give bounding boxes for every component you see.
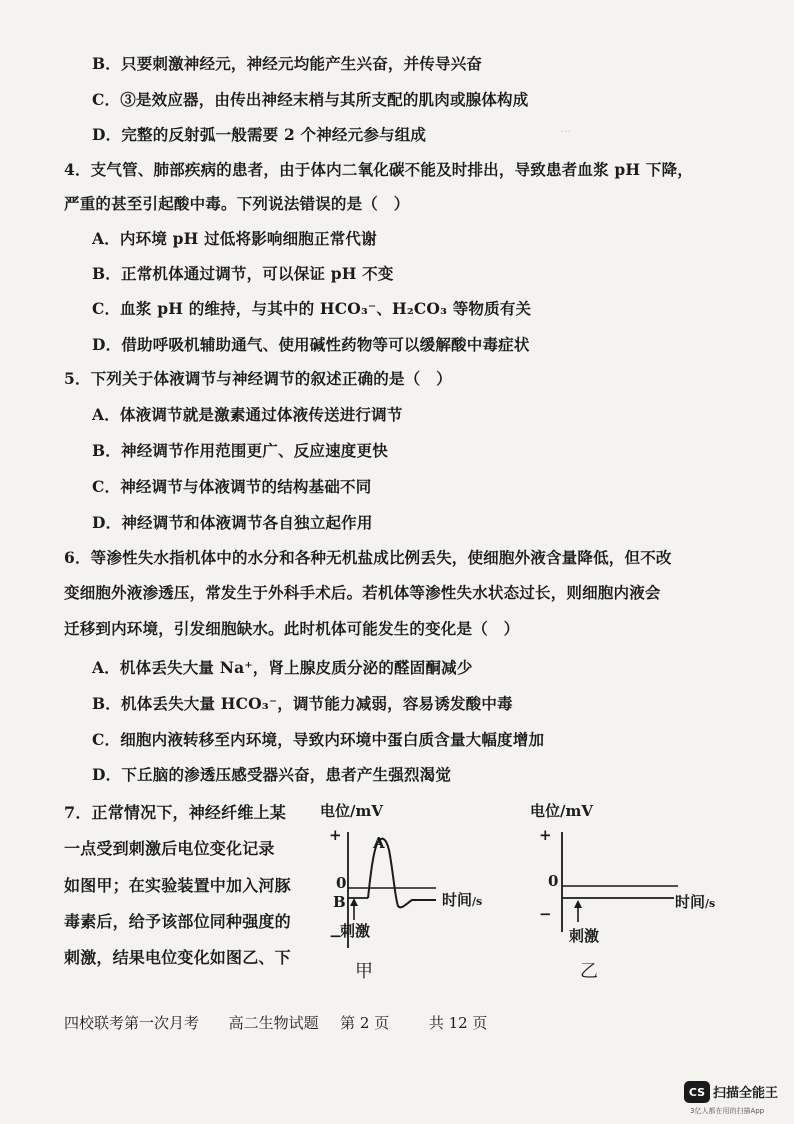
footer-total: 共 12 页 xyxy=(428,1014,488,1032)
q5-option-d: D．神经调节和体液调节各自独立起作用 xyxy=(92,513,373,532)
q5-option-c: C．神经调节与体液调节的结构基础不同 xyxy=(92,477,372,496)
camscanner-logo-icon: CS xyxy=(684,1081,710,1103)
graph-yi xyxy=(552,820,692,944)
q4-option-a: A．内环境 pH 过低将影响细胞正常代谢 xyxy=(92,229,377,248)
q5-stem: 5．下列关于体液调节与神经调节的叙述正确的是（ ） xyxy=(64,369,452,388)
q4-stem-line2: 严重的甚至引起酸中毒。下列说法错误的是（ ） xyxy=(64,194,410,213)
graph-jia-action-potential-curve xyxy=(368,839,436,908)
graph-yi-caption: 乙 xyxy=(580,961,598,982)
q6-stem-line3: 迁移到内环境，引发细胞缺水。此时机体可能发生的变化是（ ） xyxy=(64,619,520,638)
graph-yi-arrow-head xyxy=(574,900,582,908)
camscanner-tagline: 3亿人都在用的扫描App xyxy=(690,1107,765,1115)
graph-jia-arrow-head xyxy=(350,898,358,906)
footer-exam: 四校联考第一次月考 xyxy=(64,1014,200,1032)
graph-yi-plus: + xyxy=(539,826,552,844)
q7-line4: 毒素后，给予该部位同种强度的 xyxy=(64,912,291,931)
q7-line1: 7．正常情况下，神经纤维上某 xyxy=(64,803,286,822)
q6-option-c: C．细胞内液转移至内环境，导致内环境中蛋白质含量大幅度增加 xyxy=(92,730,545,749)
graph-jia xyxy=(340,820,483,954)
q7-line3: 如图甲；在实验装置中加入河豚 xyxy=(64,876,291,895)
q6-option-d: D．下丘脑的渗透压感受器兴奋，患者产生强烈渴觉 xyxy=(92,765,452,784)
bleed-through: … xyxy=(560,122,571,135)
graph-jia-ylabel: 电位/mV xyxy=(320,802,383,820)
graph-yi-minus: − xyxy=(539,905,552,923)
graph-yi-ylabel: 电位/mV xyxy=(530,802,593,820)
q6-stem-line2: 变细胞外液渗透压，常发生于外科手术后。若机体等渗性失水状态过长，则细胞内液会 xyxy=(64,583,661,602)
q6-option-a: A．机体丢失大量 Na⁺，肾上腺皮质分泌的醛固酮减少 xyxy=(92,658,473,677)
q3-option-b: B．只要刺激神经元，神经元均能产生兴奋，并传导兴奋 xyxy=(92,54,483,73)
q4-option-b: B．正常机体通过调节，可以保证 pH 不变 xyxy=(92,264,394,283)
page-footer xyxy=(64,1012,487,1033)
footer-subject: 高二生物试题 xyxy=(228,1014,319,1032)
q3-option-d: D．完整的反射弧一般需要 2 个神经元参与组成 xyxy=(92,125,427,144)
q5-option-a: A．体液调节就是激素通过体液传送进行调节 xyxy=(92,405,403,424)
q3-option-c: C．③是效应器，由传出神经末梢与其所支配的肌肉或腺体构成 xyxy=(92,90,529,109)
q4-option-d: D．借助呼吸机辅助通气、使用碱性药物等可以缓解酸中毒症状 xyxy=(92,335,530,354)
graph-jia-zero: 0 xyxy=(336,874,347,892)
graph-jia-point-b: B xyxy=(333,893,346,911)
q7-line2: 一点受到刺激后电位变化记录 xyxy=(64,839,275,858)
graph-jia-stimulus: 刺激 xyxy=(340,922,371,940)
q4-stem-line1: 4．支气管、肺部疾病的患者，由于体内二氧化碳不能及时排出，导致患者血浆 pH 下降， xyxy=(64,160,693,179)
footer-page: 第 2 页 xyxy=(340,1014,390,1032)
q6-option-b: B．机体丢失大量 HCO₃⁻，调节能力减弱，容易诱发酸中毒 xyxy=(92,694,513,713)
graph-jia-caption: 甲 xyxy=(355,961,373,982)
q6-stem-line1: 6．等渗性失水指机体中的水分和各种无机盐成比例丢失，使细胞外液含量降低，但不改 xyxy=(64,548,672,567)
graph-jia-minus: − xyxy=(329,927,342,945)
graph-yi-xlabel: 时间/s xyxy=(675,893,716,911)
q7-line5: 刺激，结果电位变化如图乙、下 xyxy=(64,948,291,967)
graph-yi-zero: 0 xyxy=(548,872,559,890)
camscanner-brand: 扫描全能王 xyxy=(713,1086,779,1101)
graph-jia-peak-label: A xyxy=(373,834,385,852)
graph-jia-xlabel: 时间/s xyxy=(442,891,483,909)
graph-yi-stimulus: 刺激 xyxy=(569,927,600,945)
q4-option-c: C．血浆 pH 的维持，与其中的 HCO₃⁻、H₂CO₃ 等物质有关 xyxy=(92,299,532,318)
graph-jia-plus: + xyxy=(329,826,342,844)
q5-option-b: B．神经调节作用范围更广、反应速度更快 xyxy=(92,441,388,460)
